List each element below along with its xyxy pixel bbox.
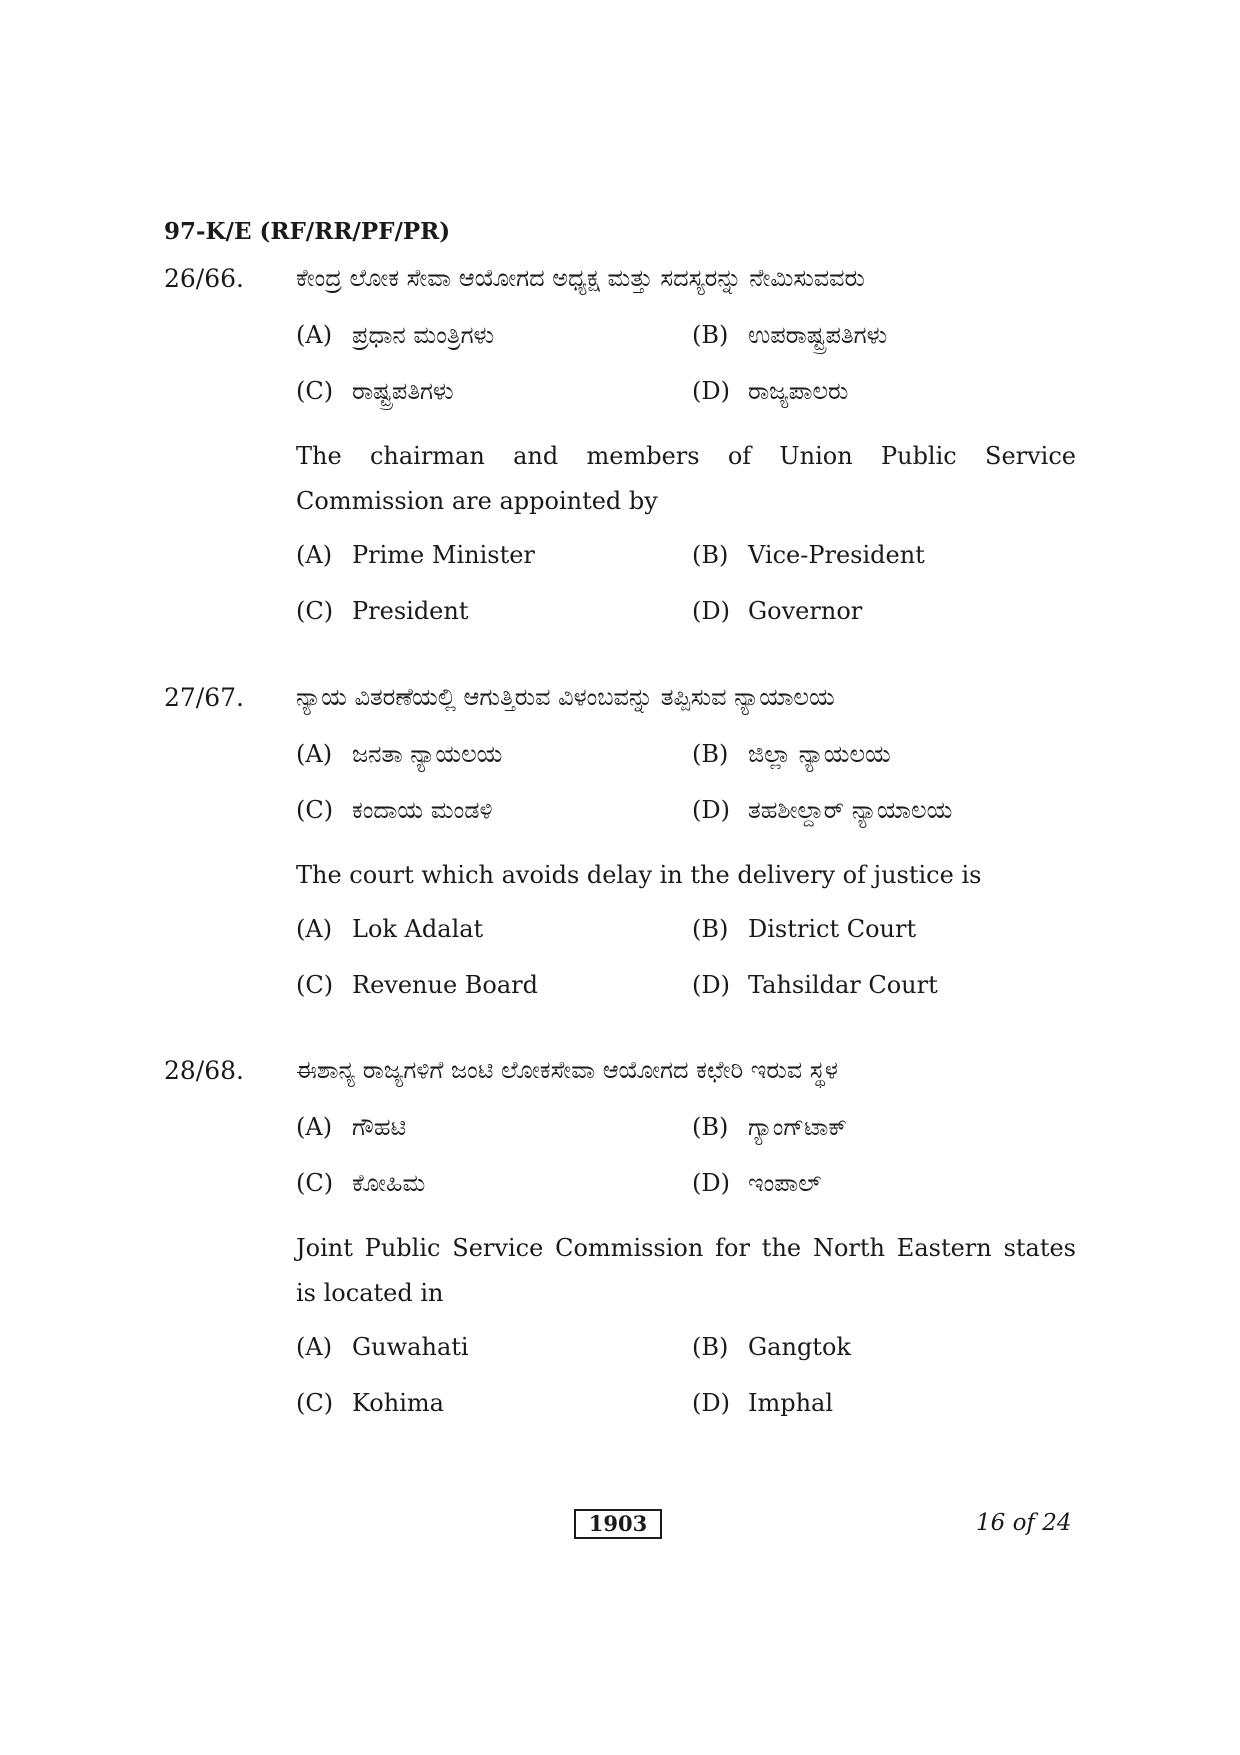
option-label: (C) (296, 1169, 334, 1197)
option-c-english (296, 971, 538, 999)
option-text: Imphal (748, 1389, 834, 1417)
option-label: (D) (692, 1169, 730, 1197)
option-text: ಜಿಲ್ಲಾ ನ್ಯಾಯಲಯ (748, 740, 891, 768)
option-d-english (692, 1389, 833, 1417)
option-text: Tahsildar Court (748, 971, 938, 999)
option-label: (A) (296, 740, 333, 768)
option-label: (B) (692, 740, 729, 768)
option-d-kannada (692, 1169, 821, 1197)
question-text-english-line1: The chairman and members of Union Public Service (296, 442, 1076, 470)
option-text: ರಾಜ್ಯಪಾಲರು (748, 377, 849, 405)
option-label: (D) (692, 377, 730, 405)
question-text-english-line1: Joint Public Service Commission for the North Eastern states (296, 1234, 1076, 1262)
question-number: 27/67. (164, 683, 244, 712)
option-label: (C) (296, 796, 334, 824)
option-text: Revenue Board (352, 971, 539, 999)
option-d-kannada (692, 377, 848, 405)
question-text-kannada: ಈಶಾನ್ಯ ರಾಜ್ಯಗಳಿಗೆ ಜಂಟಿ ಲೋಕಸೇವಾ ಆಯೋಗದ ಕಛೇರಿ ಇರುವ ಸ್ಥಳ (296, 1056, 838, 1084)
paper-code: 97-K/E (RF/RR/PF/PR) (164, 218, 451, 245)
option-b-english (692, 541, 925, 569)
option-label: (D) (692, 597, 730, 625)
option-text: ಗ್ಯಾಂಗ್‌ಟಾಕ್ (748, 1113, 847, 1141)
option-a-english (296, 541, 535, 569)
option-label: (A) (296, 321, 333, 349)
option-label: (B) (692, 915, 729, 943)
option-b-english (692, 1333, 851, 1361)
option-text: Gangtok (748, 1333, 851, 1361)
option-c-english (296, 1389, 444, 1417)
option-d-english (692, 971, 938, 999)
option-text: Lok Adalat (352, 915, 484, 943)
option-b-kannada (692, 321, 887, 349)
question-text-kannada: ಕೇಂದ್ರ ಲೋಕ ಸೇವಾ ಆಯೋಗದ ಅಧ್ಯಕ್ಷ ಮತ್ತು ಸದಸ್ಯರನ್ನು ನೇಮಿಸುವವರು (296, 264, 865, 292)
option-text: Kohima (352, 1389, 444, 1417)
page-number: 16 of 24 (976, 1510, 1072, 1536)
option-a-kannada (296, 321, 494, 349)
option-text: ಉಪರಾಷ್ಟ್ರಪತಿಗಳು (748, 321, 888, 349)
question-text-kannada: ನ್ಯಾಯ ವಿತರಣೆಯಲ್ಲಿ ಆಗುತ್ತಿರುವ ವಿಳಂಬವನ್ನು ತಪ್ಪಿಸುವ ನ್ಯಾಯಾಲಯ (296, 683, 835, 711)
option-label: (C) (296, 1389, 334, 1417)
option-d-english (692, 597, 862, 625)
option-b-kannada (692, 740, 891, 768)
question-text-english-line1: The court which avoids delay in the delivery of justice is (296, 861, 982, 889)
option-text: ಇಂಪಾಲ್ (748, 1169, 822, 1197)
option-text: Vice-President (748, 541, 925, 569)
option-label: (C) (296, 597, 334, 625)
option-text: Guwahati (352, 1333, 469, 1361)
option-label: (C) (296, 377, 334, 405)
option-label: (D) (692, 971, 730, 999)
footer-booklet-code: 1903 (574, 1509, 662, 1539)
option-c-kannada (296, 377, 454, 405)
option-label: (A) (296, 541, 333, 569)
option-text: ಕೋಹಿಮ (352, 1169, 426, 1197)
question-number: 28/68. (164, 1056, 244, 1085)
option-d-kannada (692, 796, 952, 824)
option-b-kannada (692, 1113, 847, 1141)
option-text: ರಾಷ್ಟ್ರಪತಿಗಳು (352, 377, 454, 405)
option-text: ಗೌಹಟಿ (352, 1113, 407, 1141)
option-label: (B) (692, 541, 729, 569)
option-label: (A) (296, 1333, 333, 1361)
option-a-kannada (296, 1113, 406, 1141)
option-text: ಜನತಾ ನ್ಯಾಯಲಯ (352, 740, 503, 768)
question-text-english-line2: Commission are appointed by (296, 487, 658, 515)
option-text: ಕಂದಾಯ ಮಂಡಳಿ (352, 796, 493, 824)
option-a-english (296, 1333, 469, 1361)
option-label: (D) (692, 1389, 730, 1417)
question-text-english-line2: is located in (296, 1279, 444, 1307)
option-label: (B) (692, 1113, 729, 1141)
option-text: Prime Minister (352, 541, 535, 569)
option-a-english (296, 915, 483, 943)
option-c-kannada (296, 796, 493, 824)
option-label: (C) (296, 971, 334, 999)
option-label: (B) (692, 1333, 729, 1361)
question-number: 26/66. (164, 264, 244, 293)
option-b-english (692, 915, 916, 943)
option-text: ತಹಶೀಲ್ದಾರ್ ನ್ಯಾಯಾಲಯ (748, 796, 953, 824)
option-label: (B) (692, 321, 729, 349)
option-text: Governor (748, 597, 863, 625)
option-c-english (296, 597, 468, 625)
option-a-kannada (296, 740, 502, 768)
option-text: President (352, 597, 469, 625)
option-label: (A) (296, 915, 333, 943)
option-text: ಪ್ರಧಾನ ಮಂತ್ರಿಗಳು (352, 321, 495, 349)
option-text: District Court (748, 915, 917, 943)
option-label: (A) (296, 1113, 333, 1141)
option-label: (D) (692, 796, 730, 824)
option-c-kannada (296, 1169, 425, 1197)
